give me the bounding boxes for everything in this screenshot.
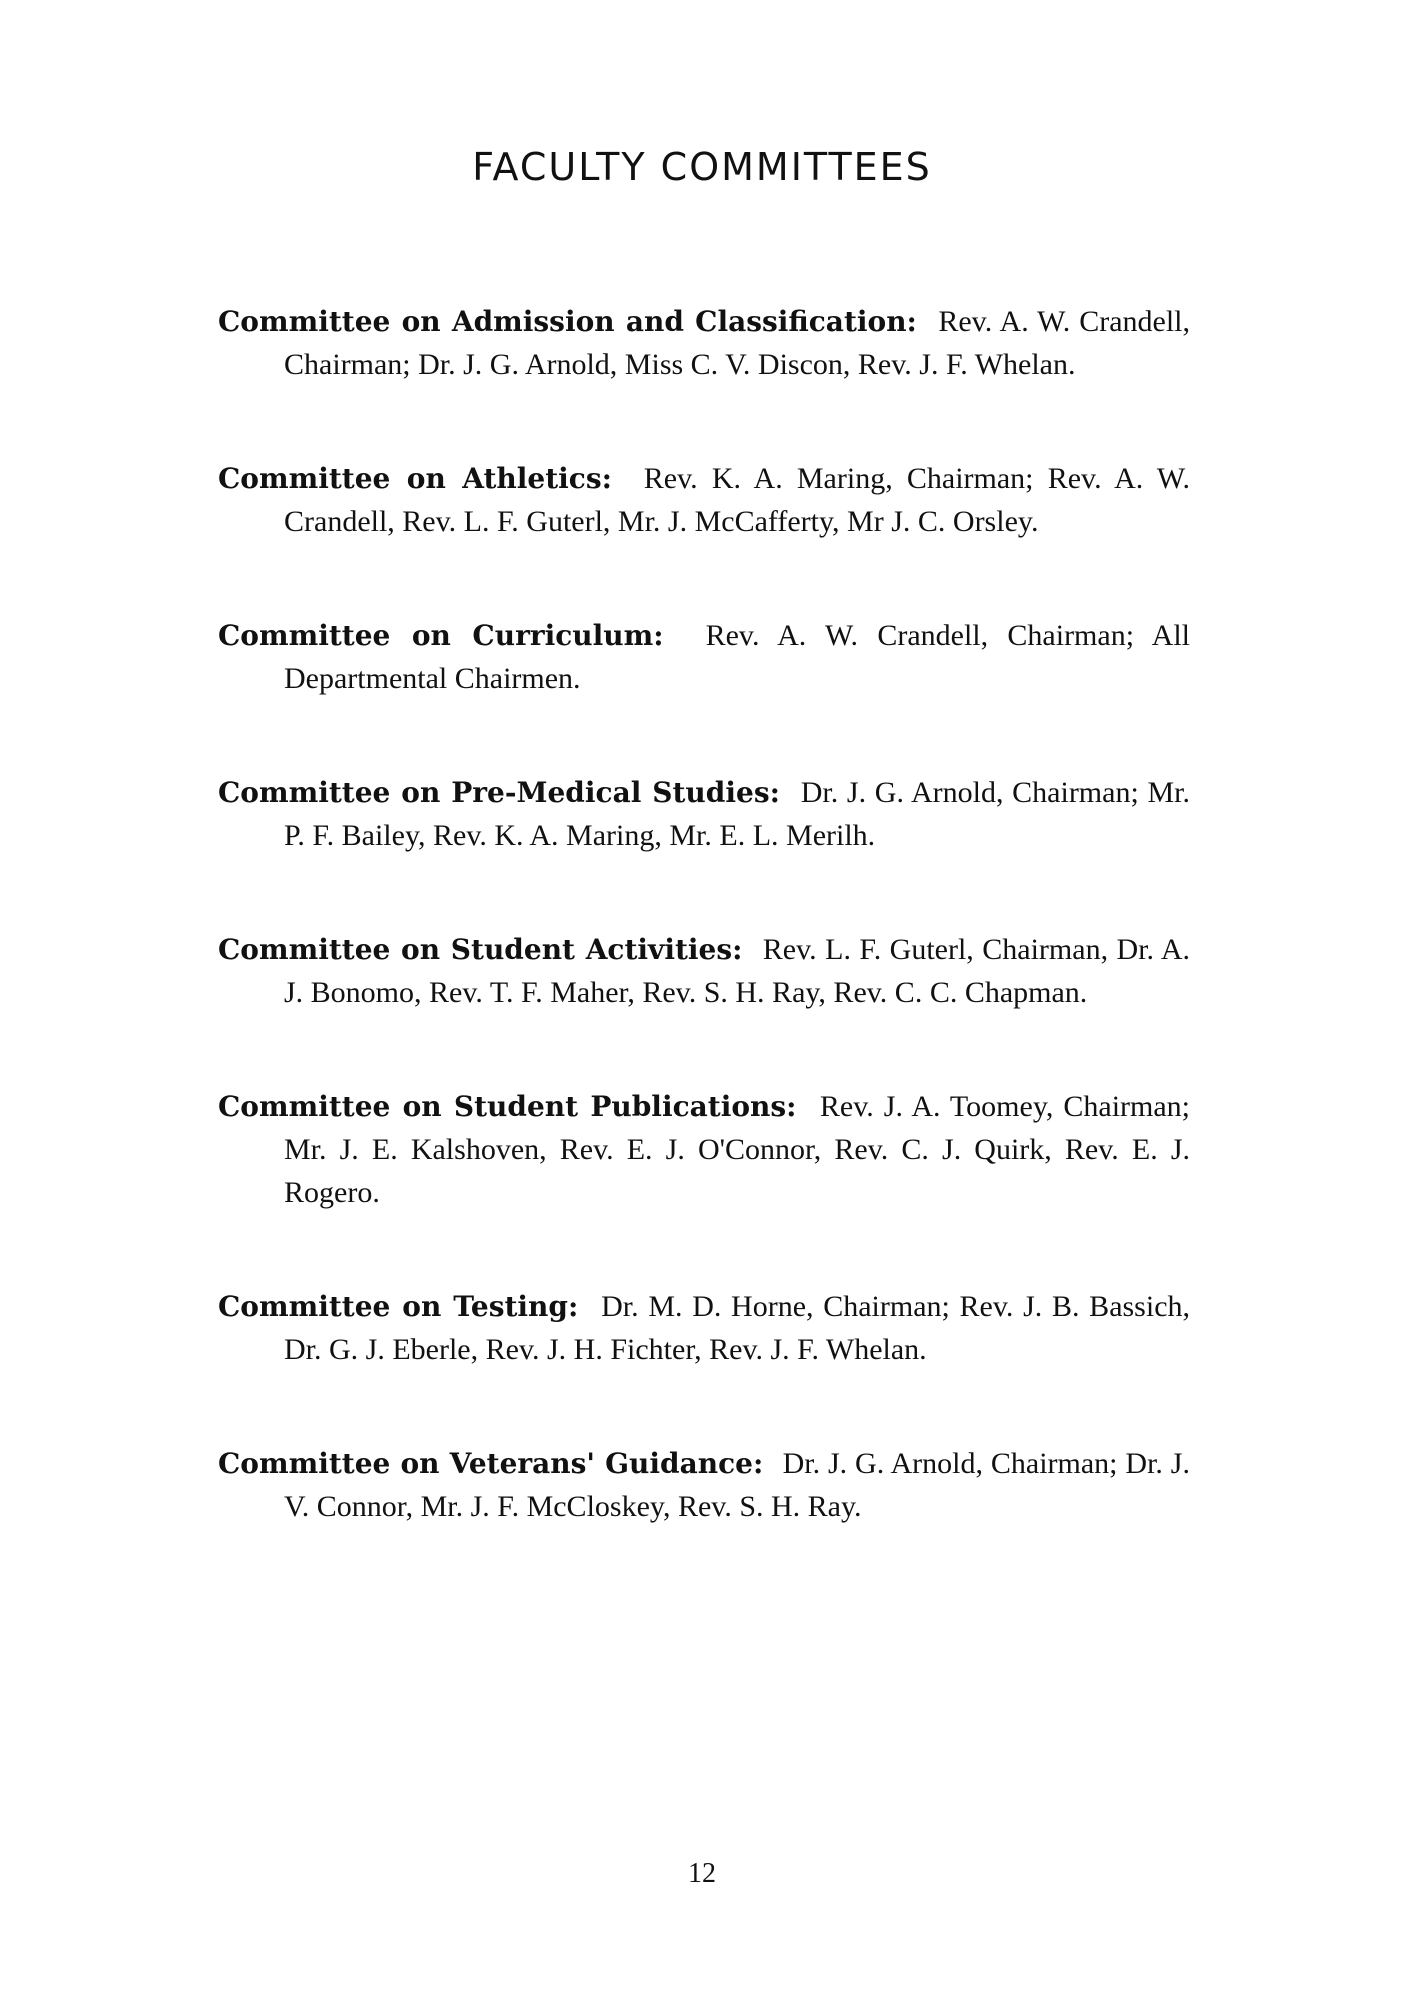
committee-name: Committee on Testing:	[218, 1290, 579, 1323]
committee-name: Committee on Veterans' Guidance:	[218, 1447, 764, 1480]
committee-entry-athletics	[218, 457, 1190, 543]
committee-members: Dr. M. D. Horne, Chairman; Rev. J. B. Bassich, Dr. G. J. Eberle, Rev. J. H. Fichter, Rev. J. F. Whelan.	[284, 1290, 1191, 1366]
committee-name: Committee on Pre-Medical Studies:	[218, 776, 780, 809]
committee-members: Rev. A. W. Crandell, Chairman; Dr. J. G. Arnold, Miss C. V. Discon, Rev. J. F. Whelan.	[284, 305, 1190, 381]
committee-members: Rev. J. A. Toomey, Chairman; Mr. J. E. Kalshoven, Rev. E. J. O'Connor, Rev. C. J. Quirk, Rev. E. J. Rogero.	[284, 1090, 1191, 1209]
committee-name: Committee on Admission and Classification:	[218, 305, 917, 338]
committee-entry-student-activities	[218, 928, 1190, 1014]
page-title: FACULTY COMMITTEES	[472, 145, 932, 189]
committee-name: Committee on Curriculum:	[218, 619, 664, 652]
committee-entry-admission	[218, 300, 1190, 386]
committee-name: Committee on Student Publications:	[218, 1090, 797, 1123]
committee-members: Rev. K. A. Maring, Chairman; Rev. A. W. Crandell, Rev. L. F. Guterl, Mr. J. McCafferty, Mr J. C. Orsley.	[284, 462, 1190, 538]
committee-members: Rev. L. F. Guterl, Chairman, Dr. A. J. Bonomo, Rev. T. F. Maher, Rev. S. H. Ray, Rev. C. C. Chapman.	[284, 933, 1190, 1009]
committee-entry-pre-medical	[218, 771, 1190, 857]
committee-entry-student-publications	[218, 1085, 1190, 1214]
page-number: 12	[688, 1858, 716, 1889]
committee-members: Dr. J. G. Arnold, Chairman; Dr. J. V. Connor, Mr. J. F. McCloskey, Rev. S. H. Ray.	[284, 1447, 1190, 1523]
committee-entry-curriculum	[218, 614, 1190, 700]
committee-members: Rev. A. W. Crandell, Chairman; All Departmental Chairmen.	[284, 619, 1191, 695]
committee-name: Committee on Athletics:	[218, 462, 612, 495]
committee-list	[218, 300, 1190, 1599]
committee-members: Dr. J. G. Arnold, Chairman; Mr. P. F. Bailey, Rev. K. A. Maring, Mr. E. L. Merilh.	[284, 776, 1190, 852]
committee-name: Committee on Student Activities:	[218, 933, 743, 966]
committee-entry-testing	[218, 1285, 1190, 1371]
committee-entry-veterans-guidance	[218, 1442, 1190, 1528]
